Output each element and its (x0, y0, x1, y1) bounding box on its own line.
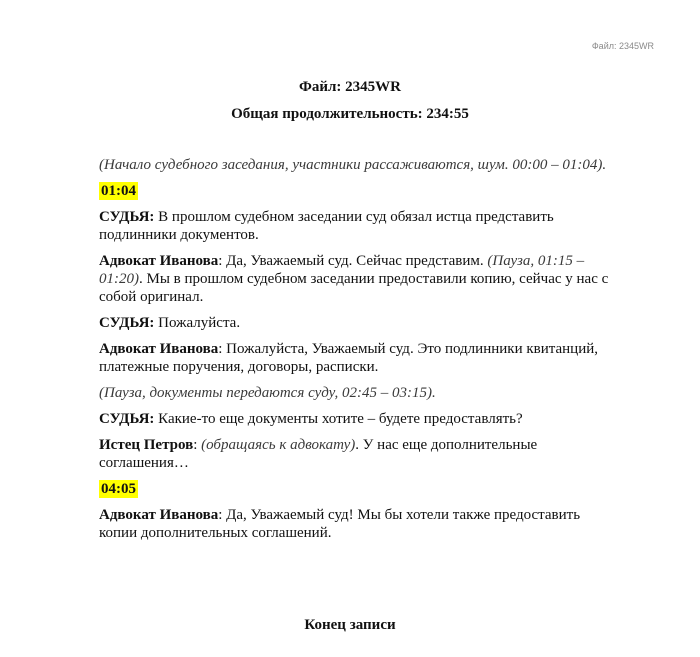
utterance-text: Пожалуйста. (154, 315, 241, 331)
utterance-text: . Мы в прошлом судебном заседании предоставили копию, сейчас у нас с собой оригинал. (99, 271, 609, 305)
utterance-text: . У нас еще дополнительные соглашения… (99, 437, 538, 471)
speaker-label: СУДЬЯ: (99, 315, 155, 331)
timestamp-row (99, 480, 619, 498)
timestamp-badge: 01:04 (101, 183, 136, 199)
utterance-text: Какие-то еще документы хотите – будете предоставлять? (154, 411, 523, 427)
utterance-text: В прошлом судебном заседании суд обязал истца представить подлинники документов. (99, 209, 554, 243)
document-header (0, 78, 700, 123)
speaker-label: СУДЬЯ: (99, 411, 155, 427)
speaker-label: СУДЬЯ: (99, 209, 155, 225)
utterance-text: : Пожалуйста, Уважаемый суд. Это подлинники квитанций, платежные поручения, договоры, расписки. (99, 341, 598, 375)
file-title: Файл: 2345WR (298, 79, 402, 95)
speaker-label: Адвокат Иванова (99, 507, 219, 523)
speaker-label: Адвокат Иванова (99, 253, 219, 269)
utterance-judge-3 (99, 410, 619, 428)
utterance-lawyer-2 (99, 340, 619, 376)
speaker-label: Адвокат Иванова (99, 341, 219, 357)
inline-note: (Пауза, 01:15 – 01:20) (99, 253, 585, 287)
utterance-text: : (193, 437, 202, 453)
intro-note: (Начало судебного заседания, участники рассаживаются, шум. 00:00 – 01:04). (99, 157, 607, 173)
utterance-lawyer-3 (99, 506, 619, 542)
timestamp-row (99, 182, 619, 200)
transcript-body (99, 156, 619, 550)
total-duration: Общая продолжительность: 234:55 (231, 106, 469, 122)
pause-note: (Пауза, документы передаются суду, 02:45 – 03:15). (99, 385, 436, 401)
utterance-plaintiff-1 (99, 436, 619, 472)
utterance-text: : Да, Уважаемый суд. Сейчас представим. (218, 253, 488, 269)
utterance-judge-1 (99, 208, 619, 244)
utterance-judge-2 (99, 314, 619, 332)
inline-note: (обращаясь к адвокату) (201, 437, 356, 453)
corner-file-label: Файл: 2345WR (591, 41, 654, 51)
speaker-label: Истец Петров (99, 437, 194, 453)
utterance-text: : Да, Уважаемый суд! Мы бы хотели также предоставить копии дополнительных соглашений. (99, 507, 581, 541)
end-of-record: Конец записи (304, 617, 396, 633)
utterance-lawyer-1 (99, 252, 619, 306)
timestamp-badge: 04:05 (101, 481, 136, 497)
